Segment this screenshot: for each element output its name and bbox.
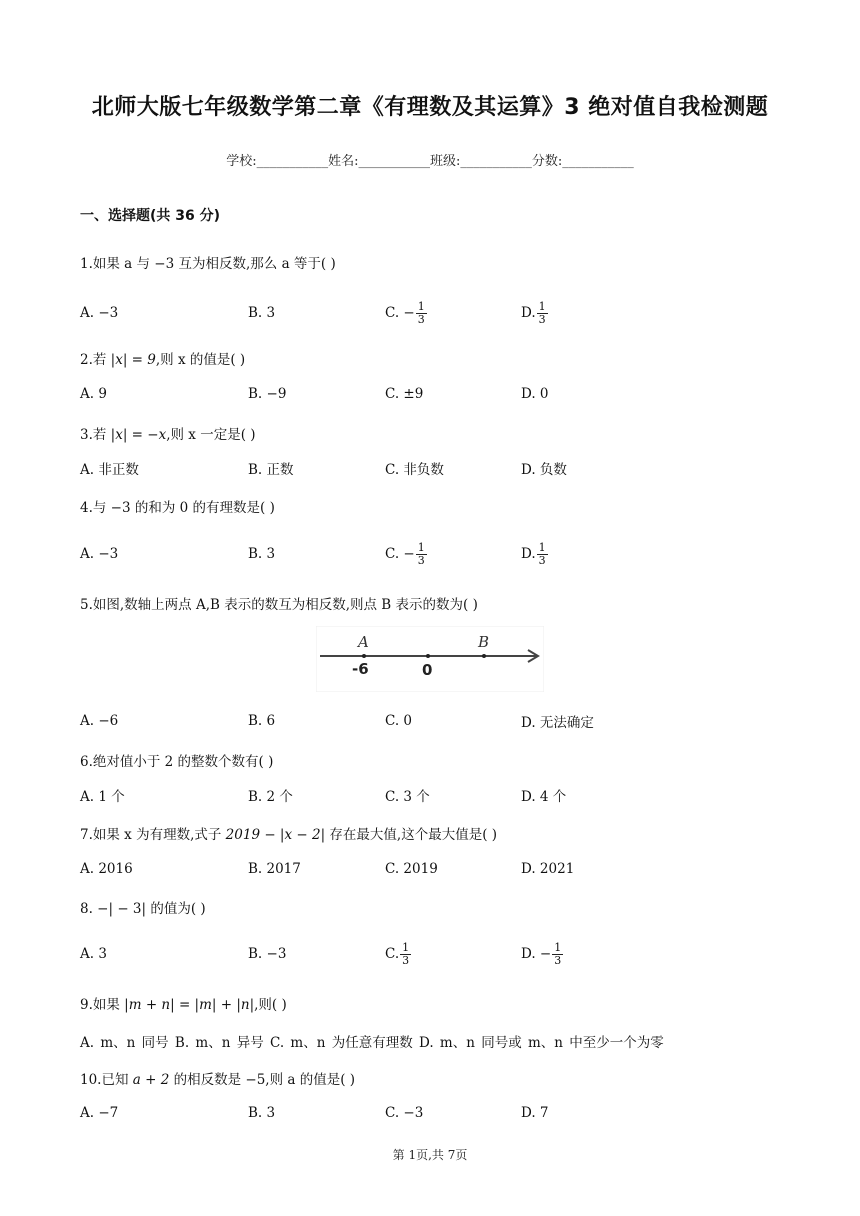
question-2-stem — [80, 348, 245, 368]
option-c-prefix: C. − — [385, 305, 415, 321]
option-d-prefix: D. — [521, 305, 536, 321]
page-title: 北师大版七年级数学第二章《有理数及其运算》3 绝对值自我检测题 — [91, 95, 769, 120]
question-9-options: A. m、n 同号 B. m、n 异号 C. m、n 为任意有理数 D. m、n 同号或 m、n 中至少一个为零 — [80, 1035, 664, 1051]
option-b: B. 3 — [248, 305, 276, 321]
label-a: A — [358, 633, 369, 651]
label-neg6: -6 — [352, 660, 369, 678]
fraction-numerator: 1 — [417, 540, 425, 554]
question-10-options — [80, 1098, 800, 1128]
fraction-denominator: 3 — [538, 553, 546, 567]
fraction-numerator: 1 — [554, 940, 562, 954]
stem-math: 2019 − |x − 2| — [225, 827, 326, 843]
option-d: D. 2021 — [521, 861, 575, 877]
fraction-denominator: 3 — [417, 553, 425, 567]
question-5-options — [80, 706, 800, 736]
option-a: A. 1 个 — [80, 789, 125, 805]
option-c-prefix: C. — [385, 946, 400, 962]
stem-math: |m + n| = |m| + |n| — [124, 997, 255, 1013]
question-8-options — [80, 939, 800, 969]
fraction-denominator: 3 — [554, 953, 562, 967]
question-5-stem: 5.如图,数轴上两点 A,B 表示的数互为相反数,则点 B 表示的数为( ) — [80, 597, 478, 613]
option-a: A. 非正数 — [80, 462, 139, 478]
point-a-dot — [362, 654, 366, 658]
option-b: B. 2 个 — [248, 789, 293, 805]
stem-text: 2.若 — [80, 352, 111, 368]
stem-text: ,则 x 一定是( ) — [166, 427, 256, 443]
option-d-prefix: D. − — [521, 946, 552, 962]
label-zero: 0 — [422, 661, 433, 679]
option-d-prefix: D. — [521, 546, 536, 562]
question-3-stem — [80, 423, 256, 443]
option-b: B. 3 — [248, 546, 276, 562]
fraction — [416, 301, 427, 326]
option-b: B. −3 — [248, 946, 287, 962]
stem-text: 3.若 — [80, 427, 111, 443]
option-a: A. −7 — [80, 1105, 119, 1121]
figure-border — [316, 626, 544, 692]
fraction — [537, 301, 548, 326]
point-b-dot — [482, 654, 486, 658]
section-heading: 一、选择题(共 36 分) — [80, 208, 221, 224]
option-a: A. 2016 — [80, 861, 133, 877]
question-3-options — [80, 453, 800, 483]
option-d — [521, 539, 548, 569]
fraction-denominator: 3 — [538, 312, 546, 326]
option-a: A. 9 — [80, 386, 107, 402]
fraction-denominator: 3 — [402, 953, 410, 967]
stem-text: ,则 x 的值是( ) — [155, 352, 246, 368]
fraction-numerator: 1 — [538, 540, 546, 554]
stem-text: 10.已知 — [80, 1072, 133, 1088]
option-d: D. 负数 — [521, 462, 567, 478]
option-d: D. 0 — [521, 386, 549, 402]
fraction — [537, 542, 548, 567]
option-c: C. 非负数 — [385, 462, 444, 478]
option-b: B. −9 — [248, 386, 287, 402]
question-1-options — [80, 298, 800, 328]
question-1-stem: 1.如果 a 与 −3 互为相反数,那么 a 等于( ) — [80, 256, 336, 272]
question-7-stem — [80, 823, 497, 843]
question-4-options — [80, 539, 800, 569]
question-6-stem: 6.绝对值小于 2 的整数个数有( ) — [80, 754, 274, 770]
fraction-numerator: 1 — [417, 299, 425, 313]
stem-text: 7.如果 x 为有理数,式子 — [80, 827, 226, 843]
number-line-svg — [316, 626, 544, 692]
label-b: B — [478, 633, 490, 651]
number-line-figure — [316, 626, 544, 692]
option-c — [385, 298, 427, 328]
question-8-stem — [80, 897, 206, 917]
stem-math: a + 2 — [132, 1072, 170, 1088]
option-d: D. 无法确定 — [521, 715, 594, 731]
question-2-options — [80, 379, 800, 409]
option-c: C. 0 — [385, 713, 413, 729]
question-10-stem — [80, 1068, 355, 1088]
stem-text: ,则( ) — [254, 997, 287, 1013]
option-c: C. 3 个 — [385, 789, 430, 805]
option-d — [521, 298, 548, 328]
stem-math: 8. −| − 3| — [80, 901, 147, 917]
fraction — [400, 942, 411, 967]
question-6-options — [80, 780, 800, 810]
option-a: A. −6 — [80, 713, 119, 729]
option-c: C. 2019 — [385, 861, 438, 877]
option-a: A. −3 — [80, 305, 119, 321]
student-info-line: 学校:___________姓名:___________班级:___________分数:___________ — [226, 154, 634, 169]
option-b: B. 6 — [248, 713, 276, 729]
option-b: B. 正数 — [248, 462, 294, 478]
stem-math: |x| = 9 — [110, 352, 156, 368]
fraction — [552, 942, 563, 967]
option-c — [385, 939, 411, 969]
fraction — [416, 542, 427, 567]
option-d — [521, 939, 563, 969]
question-7-options — [80, 854, 800, 884]
stem-text: 的相反数是 −5,则 a 的值是( ) — [169, 1072, 356, 1088]
fraction-denominator: 3 — [417, 312, 425, 326]
stem-text: 的值为( ) — [146, 901, 206, 917]
stem-text: 存在最大值,这个最大值是( ) — [325, 827, 498, 843]
option-a: A. −3 — [80, 546, 119, 562]
option-b: B. 2017 — [248, 861, 301, 877]
option-d: D. 4 个 — [521, 789, 567, 805]
option-c — [385, 539, 427, 569]
option-c: C. ±9 — [385, 386, 424, 402]
stem-text: 9.如果 — [80, 997, 125, 1013]
fraction-numerator: 1 — [402, 940, 410, 954]
option-b: B. 3 — [248, 1105, 276, 1121]
option-a: A. 3 — [80, 946, 107, 962]
page-footer: 第 1页,共 7页 — [392, 1148, 468, 1162]
stem-math: |x| = −x — [110, 427, 167, 443]
point-zero-dot — [426, 654, 430, 658]
fraction-numerator: 1 — [538, 299, 546, 313]
option-c-prefix: C. − — [385, 546, 415, 562]
option-d: D. 7 — [521, 1105, 549, 1121]
question-9-stem — [80, 993, 287, 1013]
option-c: C. −3 — [385, 1105, 424, 1121]
question-4-stem: 4.与 −3 的和为 0 的有理数是( ) — [80, 500, 275, 516]
